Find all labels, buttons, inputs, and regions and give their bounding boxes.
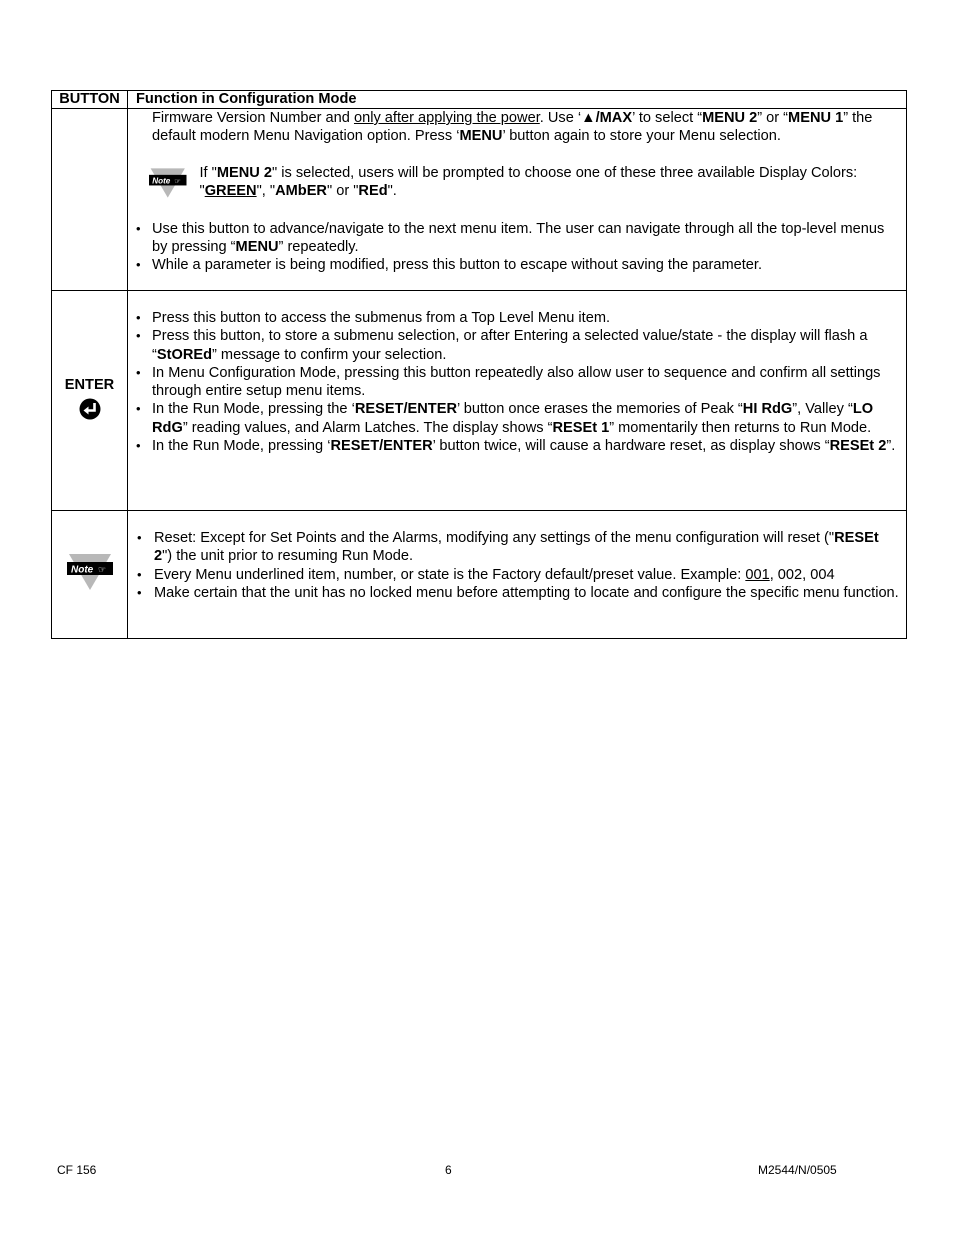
note-block — [149, 163, 900, 203]
table-header-row — [52, 91, 907, 109]
table-row — [52, 291, 907, 511]
list-item: • Reset: Except for Set Points and the Alarms, modifying any settings of the menu configuration will reset ("RESEt 2") the unit prior to resuming Run Mode. — [154, 529, 900, 566]
list-item: • Use this button to advance/navigate to the next menu item. The user can navigate through all the top-level menus by pressing “MENU” repeatedly. — [152, 220, 900, 257]
list-item: • In the Run Mode, pressing the ‘RESET/ENTER’ button once erases the memories of Peak “HI RdG”, Valley “LO RdG” reading values, and Alarm Latches. The display shows “RESEt 1” momentarily then returns to Run Mode. — [152, 400, 900, 437]
table-row — [52, 109, 907, 291]
bullet-list — [136, 529, 900, 602]
header-function: Function in Configuration Mode — [128, 91, 907, 109]
note-icon-label: Note — [70, 564, 93, 576]
button-cell-note — [52, 511, 128, 639]
list-item: • Every Menu underlined item, number, or state is the Factory default/preset value. Example: 001, 002, 004 — [154, 566, 900, 584]
configuration-table — [51, 90, 907, 639]
svg-text:☞: ☞ — [174, 176, 181, 186]
list-item: • Press this button to access the submenus from a Top Level Menu item. — [152, 309, 900, 327]
bullet-list — [136, 309, 900, 455]
note-icon — [67, 552, 113, 592]
header-button: BUTTON — [52, 91, 128, 109]
list-item: • While a parameter is being modified, press this button to escape without saving the parameter. — [152, 256, 900, 274]
page-number: 6 — [445, 1163, 452, 1177]
button-cell-empty — [52, 109, 128, 291]
list-item: • Press this button, to store a submenu selection, or after Entering a selected value/state - the display will flash a “StOREd” message to confirm your selection. — [152, 327, 900, 364]
enter-return-icon — [79, 398, 101, 420]
note-icon — [149, 163, 187, 203]
table-row — [52, 511, 907, 639]
list-item: • In the Run Mode, pressing ‘RESET/ENTER’ button twice, will cause a hardware reset, as display shows “RESEt 2”. — [152, 437, 900, 455]
note-text: If "MENU 2" is selected, users will be prompted to choose one of these three available Display Colors: "GREEN", "AMbER" or "REd". — [199, 164, 858, 199]
bullet-list — [136, 220, 900, 275]
footer-right: M2544/N/0505 — [758, 1163, 837, 1177]
function-cell — [128, 291, 907, 511]
function-cell — [128, 109, 907, 291]
enter-button-label: ENTER — [64, 376, 115, 393]
list-item: • Make certain that the unit has no locked menu before attempting to locate and configure the specific menu function. — [154, 584, 900, 602]
svg-text:☞: ☞ — [97, 565, 106, 576]
note-icon-label: Note — [152, 176, 171, 186]
footer-left: CF 156 — [57, 1163, 97, 1177]
function-cell — [128, 511, 907, 639]
menu-selection-paragraph: Firmware Version Number and only after applying the power. Use ‘▲/MAX’ to select “MENU 2” or “MENU 1” the default modern Menu Navigation option. Press ‘MENU’ button again to store your Menu selection. — [152, 110, 873, 145]
list-item: • In Menu Configuration Mode, pressing this button repeatedly also allow user to sequence and confirm all settings through entire setup menu items. — [152, 364, 900, 401]
button-cell-enter — [52, 291, 128, 511]
